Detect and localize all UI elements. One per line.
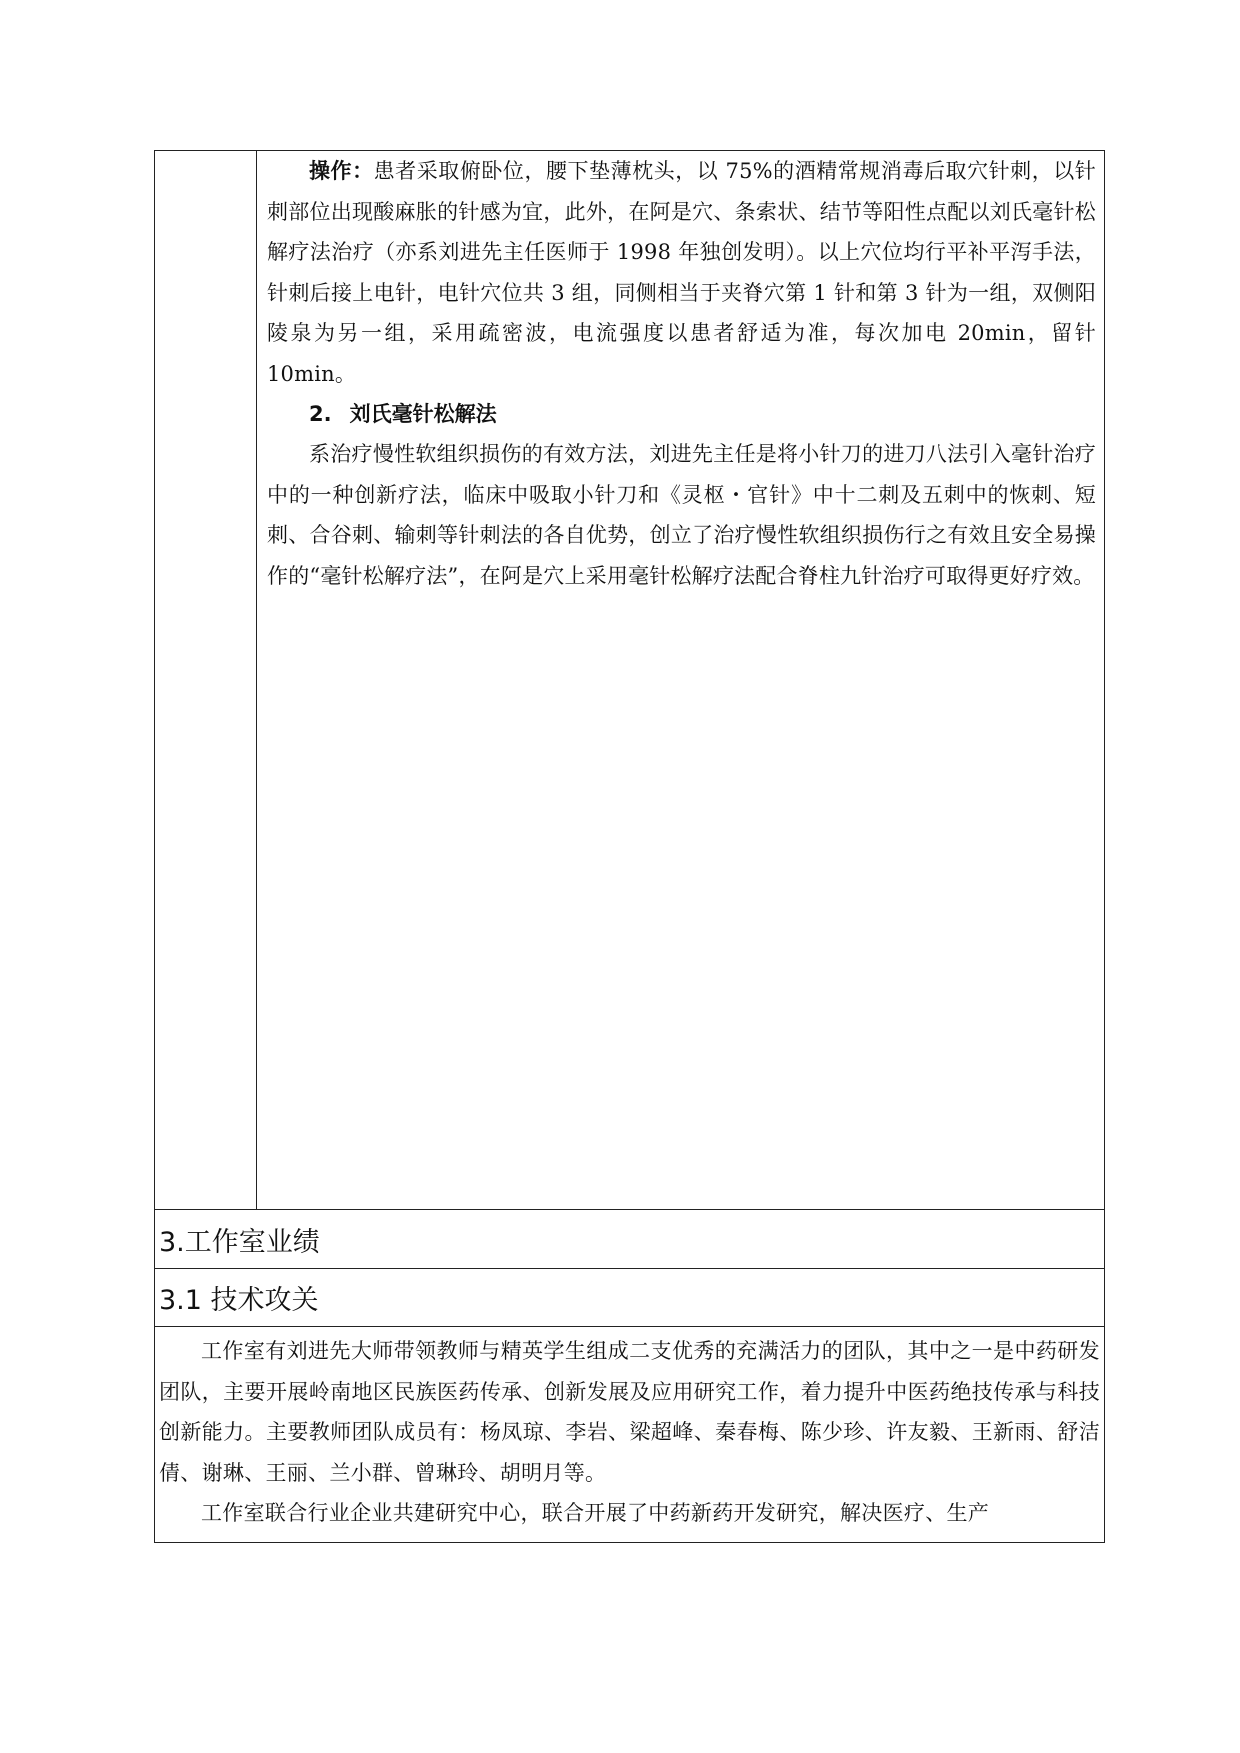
treatment-content-cell [257, 151, 1105, 1210]
section-3-1-row [155, 1269, 1105, 1327]
subsection-number: 2. [309, 402, 332, 426]
subsection-heading [267, 394, 1096, 434]
treatment-row [155, 151, 1105, 1210]
section-3-1-body-row [155, 1327, 1105, 1543]
section-3-heading: 3.工作室业绩 [155, 1210, 1105, 1269]
procedure-paragraph [267, 151, 1096, 394]
document-table [154, 150, 1105, 1543]
section-3-row [155, 1210, 1105, 1269]
subsection-title: 刘氏毫针松解法 [349, 402, 497, 426]
left-empty-cell [155, 151, 257, 1210]
section-3-1-heading: 3.1 技术攻关 [155, 1269, 1105, 1327]
research-center-paragraph: 工作室联合行业企业共建研究中心，联合开展了中药新药开发研究，解决医疗、生产 [201, 1501, 990, 1525]
section-3-1-body-cell [155, 1327, 1105, 1543]
subsection-paragraph: 系治疗慢性软组织损伤的有效方法，刘进先主任是将小针刀的进刀八法引入毫针治疗中的一种创新疗法，临床中吸取小针刀和《灵枢・官针》中十二刺及五刺中的恢刺、短刺、合谷刺、输刺等针刺法的各自优势，创立了治疗慢性软组织损伤行之有效且安全易操作的“毫针松解疗法”，在阿是穴上采用毫针松解疗法配合脊柱九针治疗可取得更好疗效。 [267, 442, 1096, 588]
procedure-label: 操作： [309, 159, 374, 183]
procedure-text: 患者采取俯卧位，腰下垫薄枕头，以 75%的酒精常规消毒后取穴针刺，以针刺部位出现酸麻胀的针感为宜，此外，在阿是穴、条索状、结节等阳性点配以刘氏毫针松解疗法治疗（亦系刘进先主任医师于 1998 年独创发明）。以上穴位均行平补平泻手法，针刺后接上电针，电针穴位共 3 组，同侧相当于夹脊穴第 1 针和第 3 针为一组，双侧阳陵泉为另一组，采用疏密波，电流强度以患者舒适为准，每次加电 20min，留针 10min。 [267, 159, 1096, 386]
team-paragraph: 工作室有刘进先大师带领教师与精英学生组成二支优秀的充满活力的团队，其中之一是中药研发团队，主要开展岭南地区民族医药传承、创新发展及应用研究工作，着力提升中医药绝技传承与科技创新能力。主要教师团队成员有：杨凤琼、李岩、梁超峰、秦春梅、陈少珍、许友毅、王新雨、舒洁倩、谢琳、王丽、兰小群、曾琳玲、胡明月等。 [159, 1339, 1100, 1485]
